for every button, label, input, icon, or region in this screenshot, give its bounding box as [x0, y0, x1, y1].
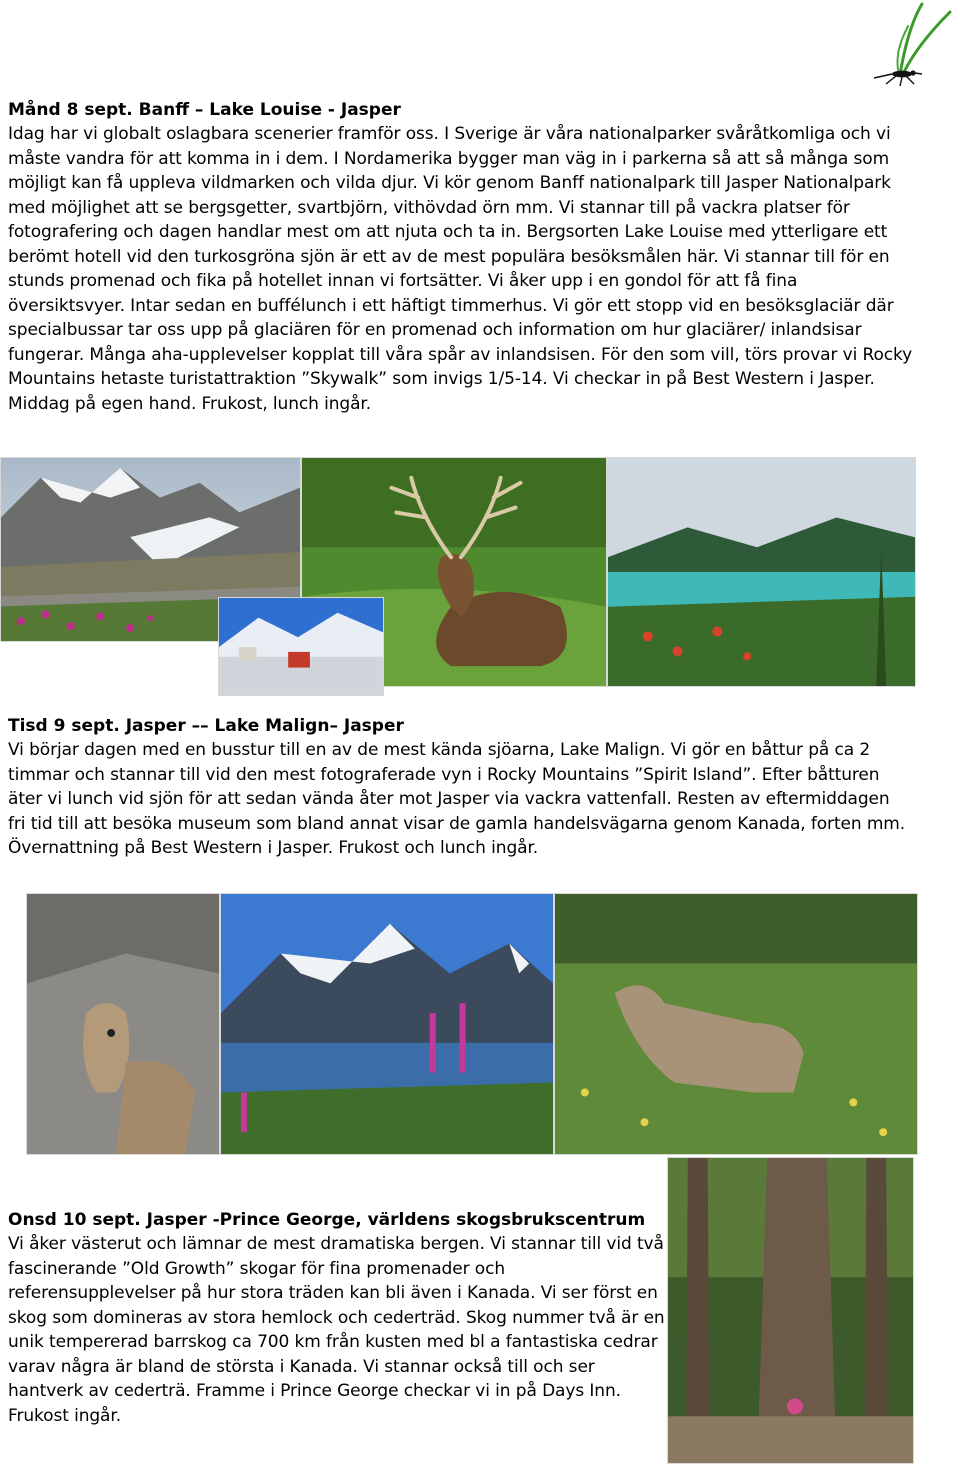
day-heading-2 [8, 714, 908, 738]
day-label-2: Tisd 9 sept. [8, 716, 120, 736]
day-heading-3 [8, 1208, 668, 1232]
day-label-1: Månd 8 sept. [8, 100, 133, 120]
day-section-2 [8, 714, 908, 861]
day-section-1 [8, 98, 918, 416]
day-body-2: Vi börjar dagen med en busstur till en av de mest kända sjöarna, Lake Malign. Vi gör en båttur på ca 2 timmar och stannar till vid den mest fotograferade vyn i Rocky Mountains ”Spirit Island”. Efter båtturen äter vi lunch vid sjön för att sedan vända åter mot Jasper via vackra vattenfall. Resten av eftermiddagen fri tid till att besöka museum som bland annat visar de gamla handelsvägarna genom Kanada, forten mm. Övernattning på Best Western i Jasper. Frukost och lunch ingår. [8, 740, 906, 858]
photo-maligne-lake [220, 893, 554, 1155]
day-heading-1 [8, 98, 918, 122]
day-body-1: Idag har vi globalt oslagbara scenerier framför oss. I Sverige är våra nationalparker svåråtkomliga och vi måste vandra för att komma in i dem. I Nordamerika bygger man väg in i parkerna så att så många som möjligt kan få uppleva vildmarken och vilda djur. Vi kör genom Banff nationalpark till Jasper Nationalpark med möjlighet att se bergsgetter, svartbjörn, vithövdad örn mm. Vi stannar till på vackra platser för fotografering och dagen handlar mest om att njuta och ta in. Bergsorten Lake Louise med ytterligare ett berömt hotell vid den turkosgröna sjön är ett av de mest populära besöksmålen här. Vi stannar till för en stunds promenad och fika på hotellet innan vi fortsätter. Vi åker upp i en gondol för att få fina översiktsvyer. Intar sedan en buffélunch i ett häftigt timmerhus. Vi gör ett stopp vid en besöksglaciär där specialbussar tar oss upp på glaciären för en promenad och information om hur glaciärer/ inlandsisar fungerar. Många aha-upplevelser kopplat till våra spår av inlandsisen. För den som vill, törs provar vi Rocky Mountains hetaste turistattraktion ”Skywalk” som invigs 1/5-14. Vi checkar in på Best Western i Jasper. Middag på egen hand. Frukost, lunch ingår. [8, 124, 913, 414]
day-body-3: Vi åker västerut och lämnar de mest dramatiska bergen. Vi stannar till vid två fascinerande ”Old Growth” skogar för fina promenader och referensupplevelser på hur stora träden kan bli även i Kanada. Vi ser först en skog som domineras av stora hemlock och cederträd. Skog nummer två är en unik tempererad barrskog ca 700 km från kusten med bl a fantastiska cedrar varav några är bland de största i Kanada. Vi stannar också till och ser hantverk av cederträ. Framme i Prince George checkar vi in på Days Inn. Frukost ingår. [8, 1234, 665, 1426]
mosquito-logo-icon [870, 2, 952, 90]
photo-giant-cedar [667, 1157, 914, 1464]
day-route-3: Jasper -Prince George, världens skogsbrukscentrum [146, 1210, 646, 1230]
day-route-1: Banff – Lake Louise - Jasper [138, 100, 401, 120]
day-route-2: Jasper –– Lake Malign– Jasper [125, 716, 404, 736]
day-label-3: Onsd 10 sept. [8, 1210, 141, 1230]
photo-turquoise-lake [607, 457, 916, 687]
day-section-3 [8, 1208, 668, 1428]
photo-mountain-goat [26, 893, 220, 1155]
photo-glacier-buses [218, 597, 384, 696]
photo-coyote [554, 893, 918, 1155]
